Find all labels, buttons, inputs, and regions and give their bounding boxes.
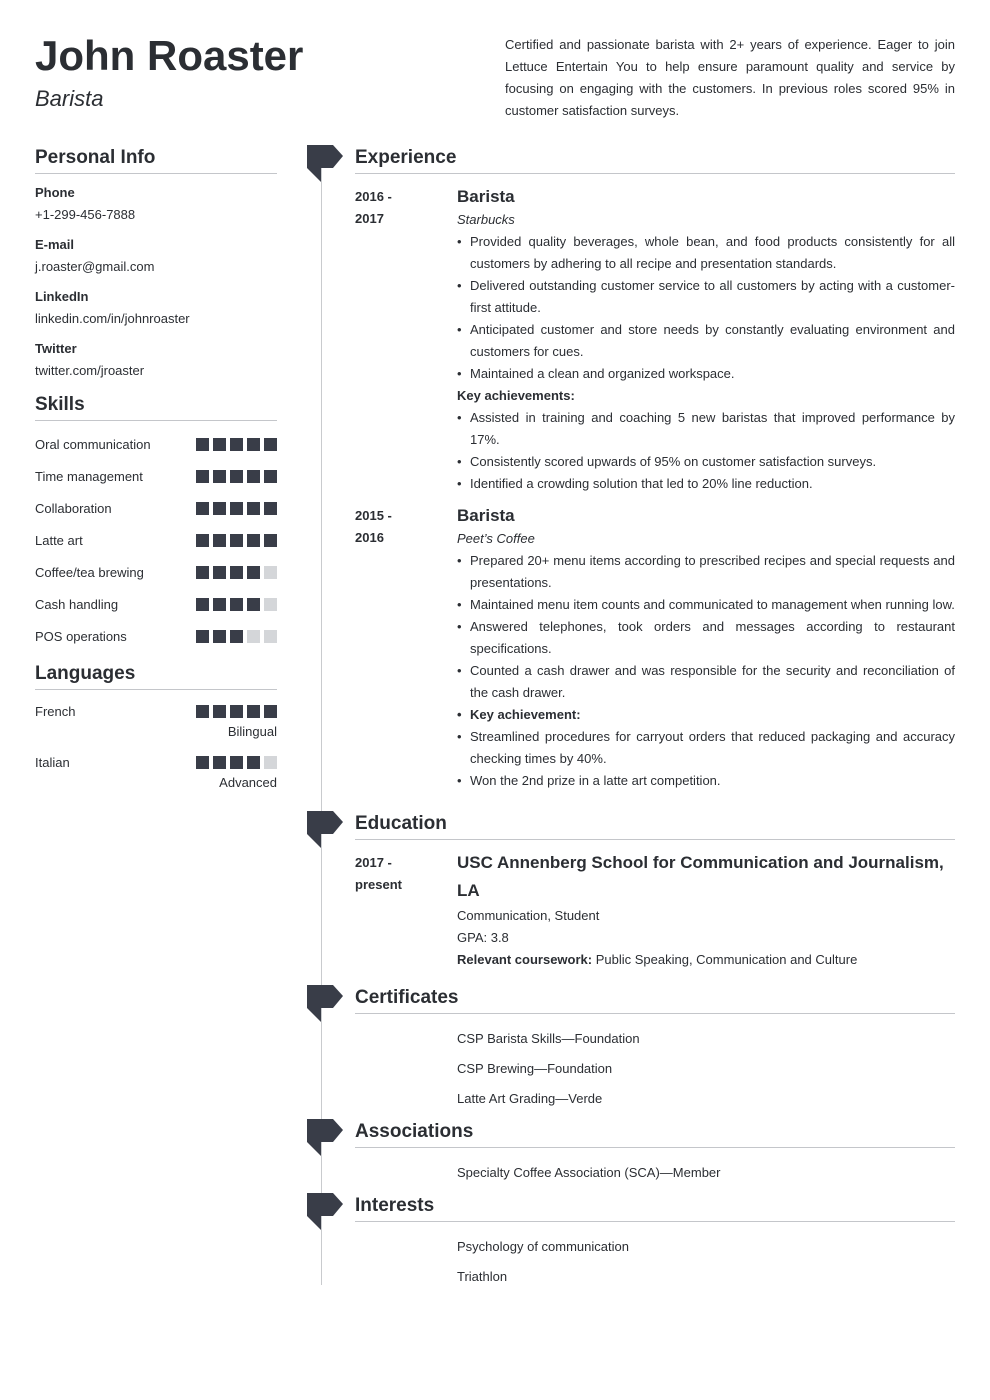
list-item: • Won the 2nd prize in a latte art competition. (457, 770, 955, 792)
degree: Communication, Student (457, 908, 600, 923)
rating-square-filled (196, 566, 209, 579)
twitter-label: Twitter (35, 341, 77, 356)
skill-name: Collaboration (35, 500, 112, 516)
list-item: • Assisted in training and coaching 5 new baristas that improved performance by 17%. (457, 407, 955, 451)
rating-square-filled (247, 470, 260, 483)
certificates-heading: Certificates (355, 985, 955, 1014)
rating-square-empty (264, 630, 277, 643)
language-row (35, 751, 277, 773)
coursework-label: Relevant coursework: (457, 952, 593, 967)
skill-name: Coffee/tea brewing (35, 564, 144, 580)
rating-square-filled (247, 438, 260, 451)
entry-date (355, 852, 457, 971)
phone-value: +1-299-456-7888 (35, 207, 136, 222)
certificates-section (355, 985, 955, 1114)
key-achievements-label: Key achievements: (457, 388, 575, 403)
experience-entry (355, 186, 955, 495)
date-end: 2017 (355, 211, 384, 226)
entry-date (355, 505, 457, 792)
rating-square-filled (230, 705, 243, 718)
rating-square-empty (264, 566, 277, 579)
rating-square-filled (196, 534, 209, 547)
skill-level-dots (192, 534, 277, 547)
skill-level-dots (192, 566, 277, 579)
rating-square-filled (213, 756, 226, 769)
entry-body (457, 186, 955, 495)
gpa: GPA: 3.8 (457, 930, 509, 945)
list-item: Specialty Coffee Association (SCA)—Member (457, 1165, 721, 1180)
rating-square-empty (264, 598, 277, 611)
coursework (457, 949, 955, 971)
rating-square-filled (230, 566, 243, 579)
list-item: Triathlon (457, 1269, 508, 1284)
rating-square-filled (247, 502, 260, 515)
rating-square-filled (247, 534, 260, 547)
company-name: Starbucks (457, 212, 515, 227)
language-name: Italian (35, 754, 70, 770)
role-title: Barista (457, 187, 515, 206)
rating-square-empty (264, 756, 277, 769)
interests-section (355, 1193, 955, 1292)
language-level-dots (192, 756, 277, 769)
rating-square-filled (264, 705, 277, 718)
rating-square-filled (264, 502, 277, 515)
list-item: Latte Art Grading—Verde (457, 1091, 603, 1106)
experience-marker-icon (307, 145, 343, 183)
list-item: CSP Barista Skills—Foundation (457, 1031, 640, 1046)
skill-name: Time management (35, 468, 143, 484)
linkedin-value: linkedin.com/in/johnroaster (35, 311, 190, 326)
education-section (355, 811, 955, 971)
rating-square-filled (230, 470, 243, 483)
rating-square-filled (213, 598, 226, 611)
skill-name: POS operations (35, 628, 127, 644)
rating-square-filled (196, 438, 209, 451)
rating-square-filled (213, 566, 226, 579)
candidate-name: John Roaster (35, 32, 304, 79)
company-name: Peet’s Coffee (457, 531, 535, 546)
skill-row (35, 433, 277, 455)
rating-square-filled (196, 598, 209, 611)
rating-square-filled (196, 756, 209, 769)
twitter-value: twitter.com/jroaster (35, 363, 145, 378)
certificates-marker-icon (307, 985, 343, 1023)
list-item: • Consistently scored upwards of 95% on customer satisfaction surveys. (457, 451, 955, 473)
linkedin-label: LinkedIn (35, 289, 89, 304)
skill-level-dots (192, 502, 277, 515)
rating-square-filled (196, 502, 209, 515)
list-item: • Identified a crowding solution that led to 20% line reduction. (457, 473, 955, 495)
associations-section (355, 1119, 955, 1188)
language-row (35, 700, 277, 722)
responsibilities-list (457, 550, 955, 792)
list-item: • Prepared 20+ menu items according to prescribed recipes and special requests and presentations. (457, 550, 955, 594)
entry-body (457, 852, 955, 971)
skills-heading: Skills (35, 392, 277, 421)
rating-square-filled (247, 598, 260, 611)
skill-level-dots (192, 598, 277, 611)
experience-heading: Experience (355, 145, 955, 174)
phone-label: Phone (35, 185, 75, 200)
rating-square-filled (230, 534, 243, 547)
skill-row (35, 593, 277, 615)
language-name: French (35, 703, 76, 719)
skill-name: Latte art (35, 532, 83, 548)
job-title: Barista (35, 86, 104, 111)
list-item: • Maintained menu item counts and communicated to management when running low. (457, 594, 955, 616)
interests-marker-icon (307, 1193, 343, 1231)
education-heading: Education (355, 811, 955, 840)
skill-level-dots (192, 438, 277, 451)
personal-info-phone (35, 182, 277, 226)
languages-heading: Languages (35, 661, 277, 690)
rating-square-filled (213, 630, 226, 643)
list-item: • Counted a cash drawer and was responsible for the security and reconciliation of the cash drawer. (457, 660, 955, 704)
education-entry (355, 852, 955, 971)
skill-row (35, 529, 277, 551)
main-column (355, 145, 955, 1284)
list-item: • Answered telephones, took orders and messages according to restaurant specifications. (457, 616, 955, 660)
language-level-label: Bilingual (227, 724, 277, 739)
rating-square-filled (213, 534, 226, 547)
skill-name: Oral communication (35, 436, 151, 452)
rating-square-filled (247, 705, 260, 718)
list-item: • Delivered outstanding customer service to all customers by acting with a customer-first attitude. (457, 275, 955, 319)
language-level-dots (192, 705, 277, 718)
email-value: j.roaster@gmail.com (35, 259, 155, 274)
rating-square-filled (230, 438, 243, 451)
date-end: present (355, 877, 402, 892)
rating-square-filled (213, 470, 226, 483)
rating-square-filled (247, 756, 260, 769)
rating-square-filled (247, 566, 260, 579)
email-label: E-mail (35, 237, 75, 252)
associations-list (457, 1158, 955, 1188)
personal-info-linkedin (35, 286, 277, 330)
list-item: CSP Brewing—Foundation (457, 1061, 613, 1076)
entry-body (457, 505, 955, 792)
personal-info-email (35, 234, 277, 278)
skill-name: Cash handling (35, 596, 119, 612)
rating-square-filled (230, 598, 243, 611)
rating-square-filled (230, 756, 243, 769)
rating-square-filled (264, 534, 277, 547)
interests-heading: Interests (355, 1193, 955, 1222)
skill-row (35, 497, 277, 519)
list-item: • Maintained a clean and organized workspace. (457, 363, 955, 385)
list-item: • Anticipated customer and store needs by constantly evaluating environment and customers for cues. (457, 319, 955, 363)
entry-date (355, 186, 457, 495)
rating-square-filled (230, 630, 243, 643)
skill-level-dots (192, 470, 277, 483)
school-name: USC Annenberg School for Communication and Journalism, LA (457, 853, 944, 900)
date-start: 2016 - (355, 189, 392, 204)
rating-square-filled (196, 470, 209, 483)
rating-square-filled (196, 705, 209, 718)
profile-summary: Certified and passionate barista with 2+ years of experience. Eager to join Lettuce Entertain You to help ensure paramount quality and service by focusing on engaging with the customers. In previous roles scored 95% in customer satisfaction surveys. (505, 37, 955, 118)
date-start: 2017 - (355, 855, 392, 870)
experience-entry (355, 505, 955, 792)
rating-square-filled (213, 502, 226, 515)
rating-square-filled (196, 630, 209, 643)
skill-row (35, 625, 277, 647)
experience-section (355, 145, 955, 792)
personal-info-twitter (35, 338, 277, 382)
timeline-line (321, 150, 322, 1285)
date-end: 2016 (355, 530, 384, 545)
associations-marker-icon (307, 1119, 343, 1157)
associations-heading: Associations (355, 1119, 955, 1148)
certificates-list (457, 1024, 955, 1114)
responsibilities-list (457, 231, 955, 385)
education-marker-icon (307, 811, 343, 849)
rating-square-filled (213, 438, 226, 451)
list-item: • Provided quality beverages, whole bean, and food products consistently for all customers by adhering to all recipe and presentation standards. (457, 231, 955, 275)
achievements-list (457, 407, 955, 495)
personal-info-heading: Personal Info (35, 145, 277, 174)
rating-square-empty (247, 630, 260, 643)
date-start: 2015 - (355, 508, 392, 523)
interests-list (457, 1232, 955, 1292)
skill-row (35, 561, 277, 583)
rating-square-filled (264, 470, 277, 483)
skill-level-dots (192, 630, 277, 643)
rating-square-filled (213, 705, 226, 718)
rating-square-filled (230, 502, 243, 515)
coursework-value: Public Speaking, Communication and Culture (592, 952, 858, 967)
sidebar (35, 145, 277, 802)
rating-square-filled (264, 438, 277, 451)
language-level-label: Advanced (219, 775, 277, 790)
skill-row (35, 465, 277, 487)
key-achievement-label: • Key achievement: (457, 704, 955, 726)
role-title: Barista (457, 506, 515, 525)
list-item: Psychology of communication (457, 1239, 629, 1254)
list-item: • Streamlined procedures for carryout orders that reduced packaging and accuracy checking times by 40%. (457, 726, 955, 770)
